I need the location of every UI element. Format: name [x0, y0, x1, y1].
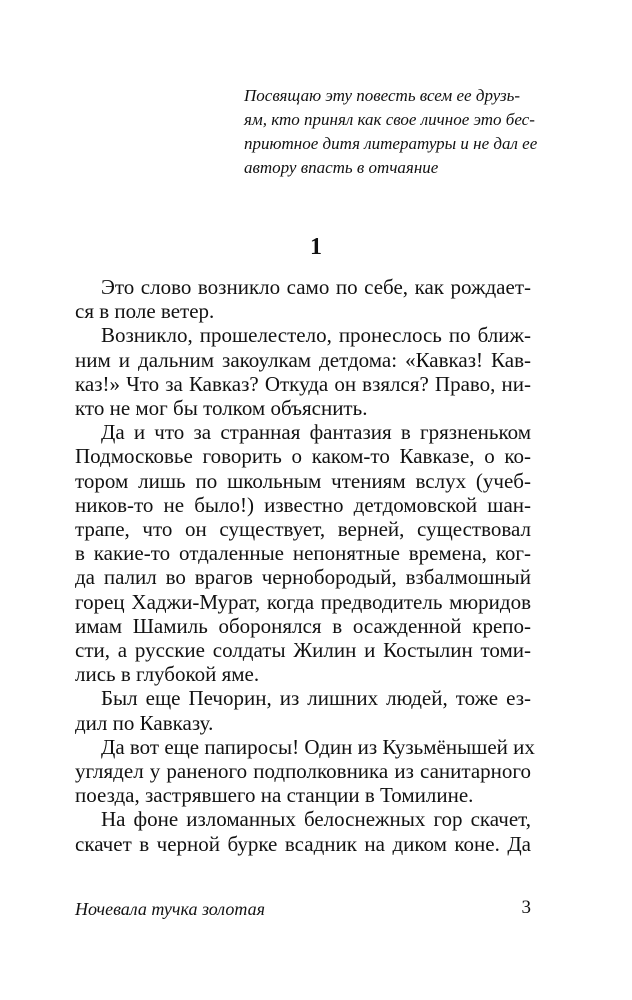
text-line: имам Шамиль оборонялся в осажденной крепо- [75, 613, 531, 638]
text-line: На фоне изломанных белоснежных гор скачет, [101, 807, 531, 832]
text-line: горец Хаджи-Мурат, когда предводитель мюридов [75, 589, 531, 614]
text-line: да палил во врагов чернобородый, взбалмошный [75, 565, 531, 590]
text-line: лись в глубокой яме. [75, 662, 260, 687]
text-line: ним и дальним закоулкам детдома: «Кавказ! Кав- [75, 347, 531, 372]
text-line: кто не мог бы толком объяснить. [75, 396, 368, 421]
text-line: Да и что за странная фантазия в грязненьком [101, 420, 531, 445]
text-line: Да вот еще папиросы! Один из Кузьмёнышей их [101, 734, 535, 759]
text-line: Подмосковье говорить о каком-то Кавказе, о ко- [75, 444, 531, 469]
epigraph-line: приютное дитя литературы и не дал ее [244, 134, 538, 153]
text-line: каз!» Что за Кавказ? Откуда он взялся? Право, ни- [75, 371, 531, 396]
text-line: скачет в черной бурке всадник на диком коне. Да [75, 831, 531, 856]
text-line: трапе, что он существует, верней, существовал [75, 517, 531, 542]
body-text [75, 275, 535, 856]
page-number: 3 [521, 897, 531, 918]
text-line: поезда, застрявшего на станции в Томилине. [75, 783, 474, 808]
text-line: Это слово возникло само по себе, как рождает- [101, 275, 531, 299]
text-line: углядел у раненого подполковника из санитарного [75, 759, 531, 784]
epigraph-line: автору впасть в отчаяние [244, 158, 439, 177]
text-line: в какие-то отдаленные непонятные времена, ког- [75, 541, 531, 566]
epigraph-line: Посвящаю эту повесть всем ее друзь- [244, 86, 521, 105]
epigraph-line: ям, кто принял как свое личное это бес- [244, 110, 535, 129]
text-line: ся в поле ветер. [75, 299, 215, 324]
text-line: сти, а русские солдаты Жилин и Костылин томи- [75, 638, 531, 663]
chapter-number: 1 [310, 234, 322, 260]
text-line: ников-то не было!) известно детдомовской шан- [75, 492, 531, 517]
text-line: дил по Кавказу. [75, 710, 214, 735]
epigraph [244, 84, 538, 180]
text-line: тором лишь по школьным чтениям вслух (учеб- [75, 468, 531, 493]
running-footer-title: Ночевала тучка золотая [75, 899, 265, 919]
text-line: Возникло, прошелестело, пронеслось по ближ- [101, 323, 531, 348]
text-line: Был еще Печорин, из лишних людей, тоже ез- [101, 686, 531, 711]
